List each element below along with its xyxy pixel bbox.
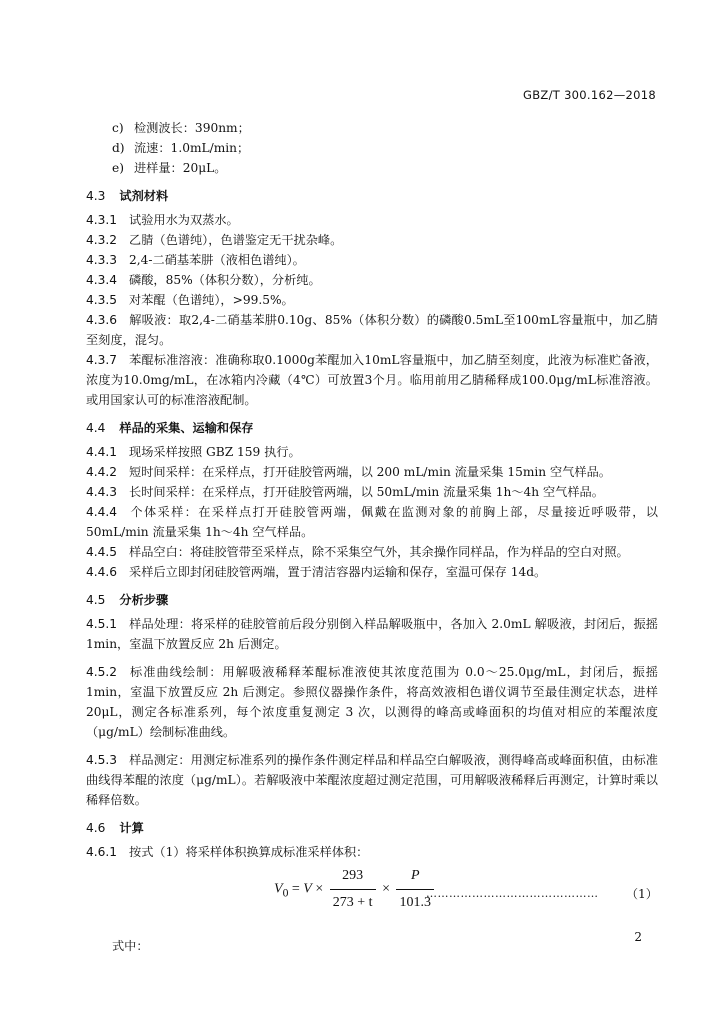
clause-number: 4.4.2	[86, 465, 118, 479]
list-item-label: c)	[112, 121, 124, 135]
clause	[86, 310, 658, 350]
clause-text: 按式（1）将采样体积换算成标准采样体积：	[129, 845, 369, 859]
formula-row	[86, 864, 658, 926]
section-number: 4.6	[86, 821, 106, 835]
equation-number: （1）	[625, 887, 658, 901]
clause-text: 乙腈（色谱纯），色谱鉴定无干扰杂峰。	[129, 233, 343, 247]
list-item	[86, 158, 658, 178]
clause	[86, 250, 658, 270]
clause-number: 4.3.7	[86, 353, 118, 367]
spacer	[86, 654, 658, 662]
clause	[86, 230, 658, 250]
list-item-text: 检测波长：390nm；	[134, 121, 250, 135]
list-item-label: d)	[112, 141, 125, 155]
clause-number: 4.3.3	[86, 253, 118, 267]
list-item	[86, 138, 658, 158]
clause	[86, 842, 658, 862]
clause-text: 现场采样按照 GBZ 159 执行。	[129, 445, 301, 459]
formula-times: ×	[382, 881, 390, 897]
section-title: 计算	[119, 821, 144, 835]
clause	[86, 270, 658, 290]
clause-text: 解吸液：取2,4-二硝基苯肼0.10g、85%（体积分数）的磷酸0.5mL至100mL容量瓶中，加乙腈至刻度，混匀。	[86, 313, 658, 347]
section-number: 4.3	[86, 189, 106, 203]
clause-number: 4.5.3	[86, 753, 118, 767]
where-label: 式中：	[112, 939, 149, 953]
section-heading-4-6	[86, 818, 658, 838]
clause-number: 4.4.4	[86, 505, 118, 519]
formula-lhs-subscript: 0	[282, 886, 289, 900]
clause-number: 4.3.6	[86, 313, 118, 327]
section-title: 试剂材料	[119, 189, 169, 203]
clause-text: 样品测定：用测定标准系列的操作条件测定样品和样品空白解吸液，测得峰高或峰面积值，由标准曲线得苯醌的浓度（μg/mL）。若解吸液中苯醌浓度超过测定范围，可用解吸液稀释后再测定，计算时乘以稀释倍数。	[86, 753, 658, 807]
clause-number: 4.3.4	[86, 273, 118, 287]
page-content	[86, 118, 658, 956]
standard-code: GBZ/T 300.162—2018	[523, 88, 656, 102]
clause-number: 4.3.1	[86, 213, 118, 227]
clause-text: 样品空白：将硅胶管带至采样点，除不采集空气外，其余操作同样品，作为样品的空白对照。	[129, 545, 629, 559]
fraction-numerator: 293	[330, 866, 376, 890]
clause-text: 2,4-二硝基苯肼（液相色谱纯）。	[129, 253, 305, 267]
clause-text: 磷酸，85%（体积分数），分析纯。	[129, 273, 321, 287]
clause-text: 苯醌标准溶液：准确称取0.1000g苯醌加入10mL容量瓶中，加乙腈至刻度，此液为标准贮备液，浓度为10.0mg/mL，在冰箱内冷藏（4℃）可放置3个月。临用前用乙腈稀释成100.0μg/mL标准溶液。或用国家认可的标准溶液配制。	[86, 353, 658, 407]
page-number: 2	[634, 930, 642, 944]
formula-lhs: V	[274, 881, 283, 897]
formula-v: V	[303, 881, 312, 897]
formula	[274, 866, 437, 913]
clause	[86, 562, 658, 582]
clause-number: 4.3.2	[86, 233, 118, 247]
clause	[86, 350, 658, 410]
clause-number: 4.3.5	[86, 293, 118, 307]
clause-number: 4.4.3	[86, 485, 118, 499]
clause	[86, 542, 658, 562]
section-number: 4.5	[86, 593, 106, 607]
clause	[86, 290, 658, 310]
clause-text: 试验用水为双蒸水。	[129, 213, 239, 227]
list-item	[86, 118, 658, 138]
clause	[86, 210, 658, 230]
clause	[86, 750, 658, 810]
list-item-text: 进样量：20μL。	[134, 161, 227, 175]
clause-number: 4.5.2	[86, 665, 118, 679]
clause	[86, 482, 658, 502]
formula-fraction-temperature	[330, 866, 376, 913]
fraction-denominator: 101.3	[399, 895, 431, 910]
list-item-text: 流速：1.0mL/min；	[134, 141, 250, 155]
clause	[86, 614, 658, 654]
section-heading-4-4	[86, 418, 658, 438]
clause-text: 个体采样：在采样点打开硅胶管两端，佩戴在监测对象的前胸上部，尽量接近呼吸带，以 50mL/min 流量采集 1h～4h 空气样品。	[86, 505, 658, 539]
spacer	[86, 742, 658, 750]
fraction-numerator: P	[396, 866, 434, 890]
section-heading-4-5	[86, 590, 658, 610]
formula-times: ×	[315, 881, 324, 897]
clause-text: 长时间采样：在采样点，打开硅胶管两端，以 50mL/min 流量采集 1h～4h 空气样品。	[129, 485, 604, 499]
clause	[86, 462, 658, 482]
clause	[86, 442, 658, 462]
fraction-denominator: 273 + t	[332, 895, 373, 910]
section-title: 分析步骤	[119, 593, 169, 607]
section-heading-4-3	[86, 186, 658, 206]
clause	[86, 662, 658, 742]
section-number: 4.4	[86, 421, 106, 435]
clause-text: 短时间采样：在采样点，打开硅胶管两端，以 200 mL/min 流量采集 15min 空气样品。	[129, 465, 611, 479]
clause	[86, 502, 658, 542]
clause-number: 4.5.1	[86, 617, 118, 631]
clause-text: 样品处理：将采样的硅胶管前后段分别倒入样品解吸瓶中，各加入 2.0mL 解吸液，封闭后，振摇 1min，室温下放置反应 2h 后测定。	[86, 617, 658, 651]
clause-text: 采样后立即封闭硅胶管两端，置于清洁容器内运输和保存，室温可保存 14d。	[129, 565, 547, 579]
formula-equals: =	[291, 881, 300, 897]
clause-number: 4.4.5	[86, 545, 118, 559]
section-title: 样品的采集、运输和保存	[119, 421, 254, 435]
clause-text: 标准曲线绘制：用解吸液稀释苯醌标准液使其浓度范围为 0.0～25.0μg/mL，封闭后，振摇 1min，室温下放置反应 2h 后测定。参照仪器操作条件，将高效液相色谱仪调节至最佳测定状态，进样 20μL，测定各标准系列，每个浓度重复测定 3 次，以测得的峰高或峰面积的均值对相应的苯醌浓度（μg/mL）绘制标准曲线。	[86, 665, 658, 739]
list-item-label: e)	[112, 161, 124, 175]
clause-number: 4.6.1	[86, 845, 118, 859]
clause-number: 4.4.1	[86, 445, 118, 459]
leader-dots: ………………………………………	[426, 887, 599, 900]
clause-number: 4.4.6	[86, 565, 118, 579]
clause-text: 对苯醌（色谱纯），>99.5%。	[129, 293, 294, 307]
